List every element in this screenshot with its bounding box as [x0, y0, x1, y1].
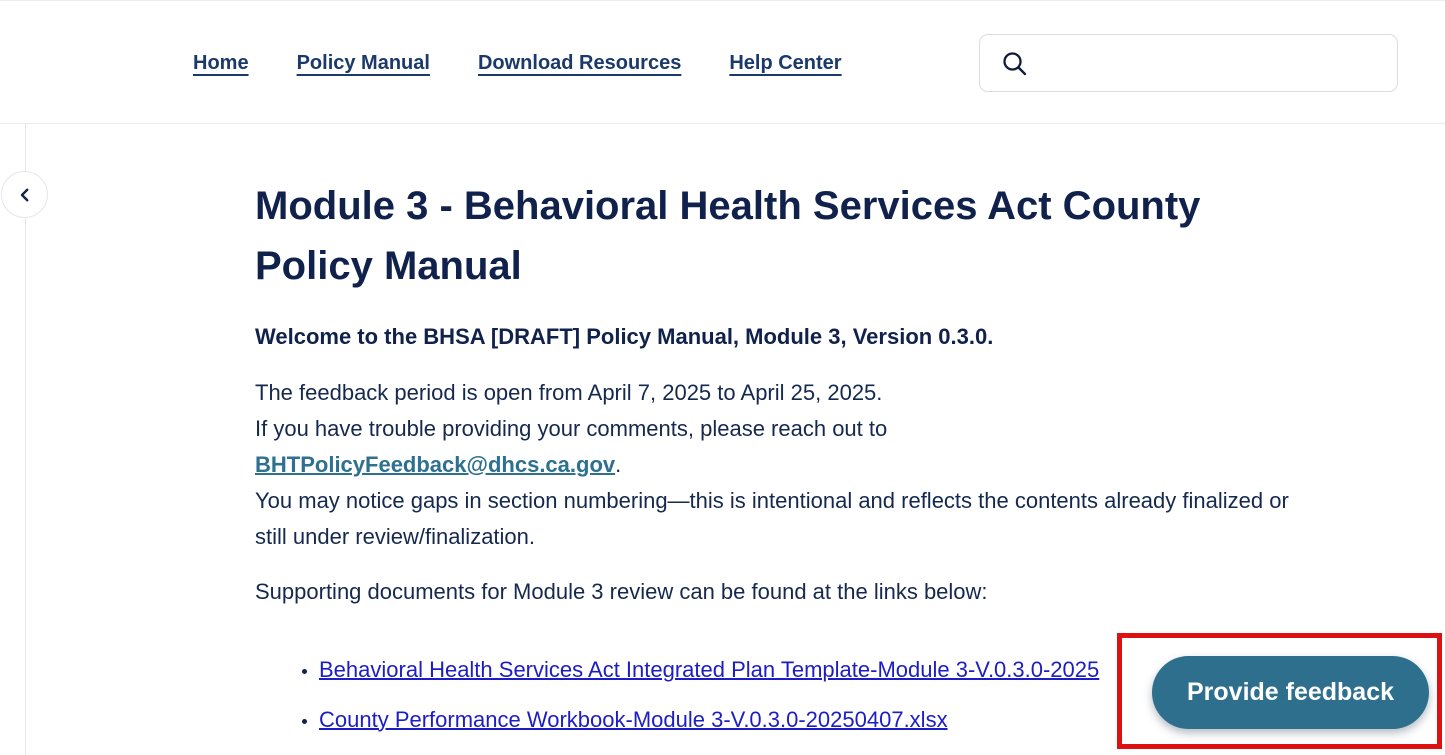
supporting-documents-text: Supporting documents for Module 3 review can be found at the links below: [255, 579, 988, 604]
search-input[interactable] [1040, 35, 1397, 91]
nav-item-help-center[interactable]: Help Center [729, 51, 842, 74]
integrated-plan-template-link[interactable]: Behavioral Health Services Act Integrated Plan Template-Module 3-V.0.3.0-2025 [319, 657, 1100, 682]
feedback-email-link[interactable]: BHTPolicyFeedback@dhcs.ca.gov [255, 452, 616, 477]
intro-paragraph [255, 375, 1295, 555]
welcome-text: Welcome to the BHSA [DRAFT] Policy Manual, Module 3, Version 0.3.0. [255, 324, 994, 349]
search-icon [1001, 50, 1028, 77]
nav-item-home[interactable]: Home [193, 51, 249, 74]
search-box[interactable] [979, 34, 1398, 92]
header [0, 0, 1445, 124]
section-numbering-text: You may notice gaps in section numbering—this is intentional and reflects the contents already finalized or still under review/finalization. [255, 488, 1289, 549]
chevron-left-icon [16, 186, 34, 204]
nav-item-policy-manual[interactable]: Policy Manual [296, 51, 430, 74]
email-period: . [615, 452, 622, 477]
county-performance-workbook-link[interactable]: County Performance Workbook-Module 3-V.0.3.0-20250407.xlsx [319, 707, 948, 732]
feedback-period-text: The feedback period is open from April 7, 2025 to April 25, 2025. [255, 380, 883, 405]
top-nav [193, 1, 842, 125]
page-title: Module 3 - Behavioral Health Services Act County Policy Manual [255, 184, 1201, 288]
trouble-text: If you have trouble providing your comments, please reach out to [255, 416, 888, 441]
sidebar-divider [25, 124, 26, 755]
nav-item-download-resources[interactable]: Download Resources [477, 51, 682, 74]
provide-feedback-button[interactable]: Provide feedback [1152, 656, 1429, 729]
sidebar-collapse-button[interactable] [1, 171, 48, 218]
